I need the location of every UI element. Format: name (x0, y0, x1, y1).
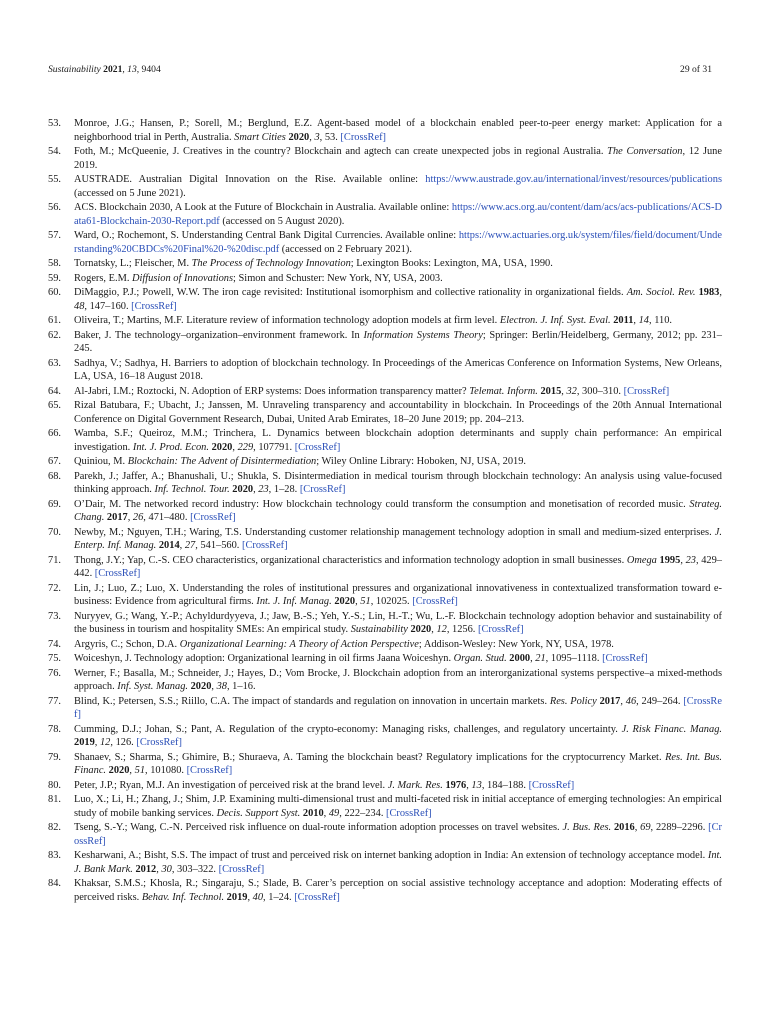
reference-text-part: Strateg. Chang. (74, 498, 722, 524)
reference-text (74, 386, 669, 397)
reference-text-part: , 429–442. (74, 554, 723, 580)
reference-text (74, 724, 722, 749)
reference-number: 74. (48, 638, 61, 650)
reference-text-part: 38 (216, 681, 227, 693)
reference-text (74, 315, 672, 326)
reference-number: 71. (48, 554, 61, 566)
reference-text-part: , (232, 441, 238, 453)
reference-text-part: Monroe, J.G.; Hansen, P.; Sorell, M.; Berglund, E.Z. Agent-based model of a blockchain enabled peer-to-peer energy market: Application for a neighborhood trial in Perth, Australia. (74, 118, 722, 143)
reference-text-part: , (634, 822, 641, 834)
reference-item (48, 399, 722, 426)
reference-link[interactable]: https://www.acs.org.au/content/dam/acs/acs-publications/ACS-Data61-Blockchain-2030-Report.pdf (74, 202, 722, 227)
reference-text-part: 40 (252, 891, 264, 903)
reference-number: 78. (48, 723, 61, 735)
reference-item (48, 849, 722, 876)
reference-text-part: Inf. Technol. Tour. (154, 484, 230, 496)
reference-text-part: 30 (161, 863, 172, 875)
reference-text-part: , (94, 737, 100, 749)
reference-text-part: , (530, 653, 536, 665)
reference-text-part: The Process of Technology Innovation (191, 258, 351, 270)
reference-item (48, 723, 722, 750)
reference-text-part: Tornatsky, L.; Fleischer, M. (74, 258, 192, 270)
reference-text-part: 2014 (158, 540, 180, 552)
reference-text-part: Telemat. Inform. (469, 385, 538, 397)
reference-text (74, 499, 722, 524)
reference-number: 66. (48, 428, 61, 440)
reference-text-part: Foth, M.; McQueenie, J. Creatives in the country? Blockchain and agtech can create unexpected jobs in regional Australia. (74, 146, 608, 158)
reference-text-part: , 1–28. (268, 484, 300, 496)
reference-item (48, 652, 722, 666)
reference-text (74, 258, 553, 269)
reference-text-part: 1995 (659, 554, 681, 566)
reference-text-part: , 12 June 2019. (74, 146, 722, 171)
reference-text-part: , 147–160. (84, 300, 132, 312)
reference-text-part: (accessed on 2 February 2021). (279, 243, 412, 255)
reference-text-part: 14 (638, 315, 649, 327)
reference-item (48, 427, 722, 454)
reference-text-part: Peter, J.P.; Ryan, M.J. An investigation of perceived risk at the brand level. (74, 779, 388, 791)
reference-number: 58. (48, 258, 61, 270)
reference-text-part: , (466, 779, 472, 791)
reference-number: 67. (48, 456, 61, 468)
reference-text-part: J. Risk Financ. Manag. (621, 723, 722, 735)
reference-text-part: 2020 (410, 624, 432, 636)
reference-item (48, 385, 722, 399)
reference-text-part: 27 (184, 540, 196, 552)
reference-text-part: J. Enterp. Inf. Manag. (74, 526, 722, 552)
reference-text-part: , 471–480. (143, 512, 191, 524)
reference-text-part: Argyris, C.; Schon, D.A. (74, 638, 180, 650)
reference-number: 80. (48, 779, 61, 791)
reference-text-part: , (309, 131, 315, 143)
reference-text-part: 2020 (190, 681, 212, 693)
reference-number: 69. (48, 498, 61, 510)
reference-text-part: Int. J. Bank Mark. (74, 850, 722, 875)
reference-text (74, 639, 614, 650)
reference-text-part: , 184–188. (481, 779, 529, 791)
reference-link[interactable]: [CrossRef] (94, 568, 141, 580)
reference-item (48, 357, 722, 384)
reference-text-part: Wamba, S.F.; Queiroz, M.M.; Trinchera, L. Dynamics between blockchain adoption determinants and supply chain performance: An empirical investigation. (74, 428, 722, 453)
reference-text-part: Rizal Batubara, F.; Ubacht, J.; Janssen, M. Unraveling transparency and accountability in blockchain. In Proceedings of the 20th Annual International Conference on Digital Government Research, Dubai, United Arab Emirates, 18–20 June 2019; pp. 204–213. (74, 400, 722, 425)
reference-text-part: Quiniou, M. (74, 456, 128, 468)
reference-text (74, 358, 722, 383)
reference-text-part: 2016 (613, 822, 635, 834)
page-number: 29 of 31 (680, 64, 712, 75)
reference-text-part: Khaksar, S.M.S.; Khosla, R.; Singaraju, S.; Slade, B. Carer’s perception on social assistive technology acceptance and adoption: Moderating effects of perceived risks. (74, 878, 722, 903)
reference-text-part: Information Systems Theory (363, 329, 483, 341)
reference-text-part: Res. Int. Bus. Financ. (74, 751, 723, 777)
reference-list (48, 117, 722, 905)
reference-text-part: , 1–16. (226, 681, 256, 693)
reference-text (74, 273, 443, 284)
reference-number: 76. (48, 667, 61, 679)
reference-link[interactable]: https://www.austrade.gov.au/international/invest/resources/publications (425, 174, 722, 186)
reference-link[interactable]: [CrossRef] (478, 624, 524, 636)
reference-text-part: 46 (625, 695, 637, 707)
reference-number: 62. (48, 329, 61, 341)
reference-text-part: 2015 (540, 385, 562, 397)
reference-number: 54. (48, 146, 61, 158)
reference-text (74, 583, 722, 608)
reference-link[interactable]: https://www.actuaries.org.uk/system/files/field/document/Understanding%20CBDCs%20Final%20-%20disc.pdf (74, 230, 722, 255)
reference-text-part: , (355, 596, 361, 608)
reference-text (74, 287, 722, 312)
reference-number: 82. (48, 822, 61, 834)
reference-text-part: , 2289–2296. (650, 822, 709, 834)
reference-link[interactable]: [CrossRef] (340, 131, 387, 143)
reference-text (74, 527, 722, 552)
reference-text (74, 118, 722, 143)
reference-text-part: , (247, 891, 253, 903)
reference-text-part: , (253, 484, 259, 496)
reference-text-part: 2011 (613, 315, 634, 327)
reference-text-part: Am. Sociol. Rev. (626, 287, 696, 299)
reference-number: 60. (48, 287, 61, 299)
reference-link[interactable]: [CrossRef] (242, 540, 288, 552)
reference-text (74, 428, 722, 453)
reference-item (48, 526, 722, 553)
reference-text-part: J. Mark. Res. (387, 779, 443, 791)
reference-text-part: Inf. Syst. Manag. (117, 681, 188, 693)
reference-item (48, 201, 722, 228)
reference-text-part: Int. J. Inf. Manag. (256, 596, 332, 608)
reference-text (74, 696, 722, 721)
reference-text-part: 2020 (334, 596, 356, 608)
reference-text-part: , 1256. (446, 624, 478, 636)
reference-text (74, 400, 722, 425)
reference-link[interactable]: [CrossRef] (74, 695, 722, 721)
reference-text-part: 21 (535, 653, 546, 665)
reference-text-part: 3 (314, 131, 320, 143)
reference-number: 77. (48, 695, 61, 707)
reference-text-part: , 102025. (370, 596, 413, 608)
reference-text-part: Oliveira, T.; Martins, M.F. Literature review of information technology adoption models at firm level. (74, 315, 500, 327)
reference-number: 59. (48, 272, 61, 284)
reference-number: 70. (48, 526, 61, 538)
reference-text (74, 653, 648, 664)
reference-text-part: , (431, 624, 437, 636)
reference-text-part: 32 (566, 385, 577, 397)
reference-text (74, 780, 574, 791)
reference-text-part: 2019 (74, 737, 95, 749)
reference-text-part: 2020 (288, 131, 310, 143)
reference-link[interactable]: [CrossRef] (74, 822, 722, 847)
reference-text-part: Werner, F.; Basalla, M.; Schneider, J.; Hayes, D.; Vom Brocke, J. Blockchain adoption from an interorganizational systems perspective–a mixed-methods approach. (74, 667, 722, 693)
reference-text-part: 23 (685, 554, 696, 566)
reference-text-part: Blockchain: The Advent of Disintermediation (127, 456, 317, 468)
reference-text-part: Luo, X.; Li, H.; Zhang, J.; Shim, J.P. Examining multi-dimensional trust and multi-faceted risk in initial acceptance of emerging technologies: An empirical study of mobile banking services. (74, 794, 722, 819)
reference-text-part: Tseng, S.-Y.; Wang, C.-N. Perceived risk influence on dual-route information adoption processes on travel websites. (74, 822, 563, 834)
reference-text (74, 850, 722, 875)
reference-text-part: ; Wiley Online Library: Hoboken, NJ, USA, 2019. (316, 456, 527, 468)
reference-item (48, 610, 722, 637)
reference-number: 84. (48, 878, 61, 890)
reference-text-part: 2010 (302, 807, 324, 819)
reference-text-part: , (620, 695, 626, 707)
reference-text-part: , 541–560. (195, 540, 242, 552)
reference-text (74, 174, 722, 199)
reference-number: 56. (48, 202, 61, 214)
reference-text-part: Cumming, D.J.; Johan, S.; Pant, A. Regulation of the crypto-economy: Managing risks, challenges, and regulatory uncertainty. (74, 723, 622, 735)
reference-text-part: 2012 (135, 863, 157, 875)
reference-number: 55. (48, 174, 61, 186)
reference-text-part: ; Lexington Books: Lexington, MA, USA, 1990. (350, 258, 553, 270)
journal-citation: Sustainability 2021, 13, 9404 (48, 64, 161, 75)
reference-link[interactable]: [CrossRef] (190, 512, 236, 524)
reference-text-part: Diffusion of Innovations (132, 272, 234, 284)
reference-text-part: , (633, 315, 639, 327)
reference-item (48, 821, 722, 848)
reference-text-part: , 110. (649, 315, 672, 327)
reference-item (48, 779, 722, 793)
reference-text-part: , 300–310. (576, 385, 624, 397)
journal-year: 2021 (103, 64, 123, 75)
reference-item (48, 498, 722, 525)
reference-text-part: 2000 (509, 653, 531, 665)
reference-item (48, 470, 722, 497)
reference-text (74, 555, 722, 580)
reference-text-part: 1983 (698, 287, 720, 299)
reference-text-part: ; Springer: Berlin/Heidelberg, Germany, 2012; pp. 231–245. (74, 329, 722, 355)
reference-link[interactable]: [CrossRef] (218, 863, 265, 875)
reference-text-part: Parekh, J.; Jaffer, A.; Bhanushali, U.; Shukla, S. Disintermediation in medical tourism through blockchain technology: An analysis using value-focused thinking approach. (74, 470, 722, 496)
reference-text-part: The Conversation (607, 146, 683, 158)
reference-text-part: 1976 (445, 779, 467, 791)
reference-text-part: Al-Jabri, I.M.; Roztocki, N. Adoption of ERP systems: Does information transparency matter? (74, 385, 470, 397)
reference-text-part: Omega (626, 554, 657, 566)
reference-text (74, 330, 722, 355)
reference-text-part: Baker, J. The technology–organization–environment framework. In (74, 329, 364, 341)
reference-item (48, 257, 722, 271)
running-header (48, 63, 712, 77)
reference-text-part: Kesharwani, A.; Bisht, S.S. The impact of trust and perceived risk on internet banking adoption in India: An extension of technology acceptance model. (74, 850, 708, 862)
reference-item (48, 638, 722, 652)
reference-link[interactable]: [CrossRef] (602, 653, 648, 665)
reference-text-part: Rogers, E.M. (74, 272, 133, 284)
reference-link[interactable]: [CrossRef] (386, 807, 432, 819)
reference-text-part: , (211, 681, 217, 693)
reference-text (74, 456, 526, 467)
reference-number: 81. (48, 794, 61, 806)
reference-item (48, 286, 722, 313)
reference-text-part: 23 (258, 484, 269, 496)
reference-text-part: Organizational Learning: A Theory of Action Perspective (179, 638, 419, 650)
reference-item (48, 314, 722, 328)
reference-number: 53. (48, 118, 61, 129)
reference-text (74, 146, 722, 171)
reference-text-part: 51 (360, 596, 371, 608)
reference-number: 79. (48, 751, 61, 763)
reference-text-part: 2019 (226, 891, 248, 903)
reference-text-part: Decis. Support Syst. (216, 807, 301, 819)
reference-text-part: , 53. (319, 131, 341, 143)
reference-link[interactable]: [CrossRef] (294, 441, 341, 453)
reference-item (48, 582, 722, 609)
reference-text-part: 12 (99, 737, 111, 749)
reference-number: 57. (48, 230, 61, 242)
reference-link[interactable]: [CrossRef] (412, 596, 458, 608)
reference-link[interactable]: [CrossRef] (131, 300, 177, 312)
reference-link[interactable]: [CrossRef] (528, 779, 575, 791)
reference-item (48, 145, 722, 172)
reference-text-part: , 222–234. (339, 807, 387, 819)
reference-text-part: 48 (74, 300, 85, 312)
reference-text-part: , 107791. (253, 441, 295, 453)
reference-text-part: Res. Policy (549, 695, 597, 707)
reference-text-part: , (179, 540, 185, 552)
reference-text-part: Sadhya, V.; Sadhya, H. Barriers to adoption of blockchain technology. In Proceedings of the Americas Conference on Information Systems, New Orleans, LA, USA, 16–18 August 2018. (74, 357, 722, 383)
reference-link[interactable]: [CrossRef] (186, 765, 233, 777)
reference-text-part: Nuryyev, G.; Wang, Y.-P.; Achyldurdyyeva, J.; Jaw, B.-S.; Yeh, Y.-S.; Lin, H.-T.; Wu, L.-F. Blockchain technology adoption behavior and sustainability of the business in tourism and hospitality SMEs: An empirical study. (74, 610, 722, 636)
reference-text-part: Sustainability (350, 624, 408, 636)
reference-link[interactable]: [CrossRef] (294, 891, 340, 903)
reference-text-part: 2017 (106, 512, 128, 524)
reference-item (48, 554, 722, 581)
reference-link[interactable]: [CrossRef] (623, 385, 670, 397)
reference-text (74, 822, 722, 847)
reference-text-part: 51 (134, 765, 146, 777)
reference-number: 65. (48, 400, 61, 411)
reference-text-part: , 1095–1118. (545, 653, 603, 665)
reference-text-part: 2020 (211, 441, 233, 453)
reference-text-part: , 1–24. (263, 891, 295, 903)
reference-text (74, 668, 722, 693)
reference-text-part: Behav. Inf. Technol. (141, 891, 225, 903)
reference-text-part: , (561, 385, 567, 397)
reference-text-part: Smart Cities (234, 131, 286, 143)
reference-number: 72. (48, 582, 61, 594)
reference-number: 63. (48, 357, 61, 369)
journal-volume: 13 (127, 64, 137, 75)
reference-text-part: , 303–322. (171, 863, 219, 875)
reference-text-part: 2017 (599, 695, 621, 707)
reference-text-part: J. Bus. Res. (562, 822, 612, 834)
reference-text-part: 69 (640, 822, 651, 834)
reference-text-part: , (719, 287, 722, 299)
reference-text-part: 229 (237, 441, 254, 453)
reference-text-part: (accessed on 5 August 2020). (219, 215, 345, 227)
reference-text-part: 13 (471, 779, 482, 791)
reference-text-part: 49 (328, 807, 340, 819)
journal-name: Sustainability (48, 64, 101, 75)
reference-text-part: 12 (436, 624, 447, 636)
reference-text-part: , 126. (110, 737, 137, 749)
reference-text-part: , (129, 765, 135, 777)
reference-text-part: Organ. Stud. (453, 653, 507, 665)
reference-text-part: 26 (132, 512, 144, 524)
article-number: 9404 (141, 64, 161, 75)
reference-number: 61. (48, 315, 61, 327)
reference-text-part: , (156, 863, 162, 875)
reference-number: 68. (48, 470, 61, 482)
reference-text-part: AUSTRADE. Australian Digital Innovation on the Rise. Available online: (74, 174, 426, 186)
reference-text-part: Newby, M.; Nguyen, T.H.; Waring, T.S. Understanding customer relationship management technology adoption in small and medium-sized enterprises. (74, 526, 715, 538)
reference-text (74, 878, 722, 903)
reference-item (48, 229, 722, 256)
reference-number: 64. (48, 385, 61, 397)
reference-text-part: Thong, J.Y.; Yap, C.-S. CEO characteristics, organizational characteristics and information technology adoption in small businesses. (74, 554, 627, 566)
reference-text-part: Woiceshyn, J. Technology adoption: Organizational learning in oil firms Jaana Woiceshyn. (74, 653, 454, 665)
reference-item (48, 751, 722, 778)
reference-item (48, 695, 722, 722)
reference-link[interactable]: [CrossRef] (299, 484, 346, 496)
reference-text-part: Blind, K.; Petersen, S.S.; Riillo, C.A. The impact of standards and regulation on innovation in uncertain markets. (74, 695, 550, 707)
reference-text-part: 2020 (232, 484, 254, 496)
reference-number: 75. (48, 653, 61, 665)
reference-text-part: , (323, 807, 329, 819)
reference-item (48, 793, 722, 820)
reference-text-part: ACS. Blockchain 2030, A Look at the Future of Blockchain in Australia. Available online: (74, 202, 452, 214)
reference-text (74, 794, 722, 819)
reference-text-part: , 249–264. (636, 695, 684, 707)
reference-text-part: Lin, J.; Luo, Z.; Luo, X. Understanding the roles of institutional pressures and organizational innovativeness in contextualized transformation toward e-business: Evidence from agricultural firms. (74, 582, 722, 608)
reference-item (48, 329, 722, 356)
reference-item (48, 173, 722, 200)
reference-text (74, 202, 722, 227)
reference-text-part: Ward, O.; Rochemont, S. Understanding Central Bank Digital Currencies. Available online: (74, 230, 459, 242)
reference-text-part: , 101080. (145, 765, 187, 777)
reference-text-part: (accessed on 5 June 2021). (74, 187, 186, 199)
reference-text (74, 752, 722, 777)
reference-number: 83. (48, 850, 61, 862)
reference-text-part: Electron. J. Inf. Syst. Eval. (499, 315, 611, 327)
reference-text-part: ; Addison-Wesley: New York, NY, USA, 1978. (418, 638, 614, 650)
reference-text (74, 230, 722, 255)
reference-item (48, 272, 722, 286)
reference-text-part: ; Simon and Schuster: New York, NY, USA, 2003. (233, 272, 443, 284)
reference-text (74, 611, 722, 636)
reference-number: 73. (48, 610, 61, 622)
reference-text-part: Shanaev, S.; Sharma, S.; Ghimire, B.; Shuraeva, A. Taming the blockchain beast? Regulatory implications for the cryptocurrency Market. (74, 751, 666, 763)
reference-item (48, 667, 722, 694)
reference-text (74, 471, 722, 496)
reference-text-part: , (127, 512, 133, 524)
reference-link[interactable]: [CrossRef] (136, 737, 182, 749)
reference-item (48, 877, 722, 904)
reference-item (48, 117, 722, 144)
reference-text-part: , (680, 554, 686, 566)
reference-text-part: DiMaggio, P.J.; Powell, W.W. The iron cage revisited: Institutional isomorphism and collective rationality in organizational fields. (74, 287, 627, 299)
reference-text-part: 2020 (108, 765, 130, 777)
reference-text-part: O’Dair, M. The networked record industry: How blockchain technology could transform the consumption and monetisation of recorded music. (74, 498, 690, 510)
reference-text-part: Int. J. Prod. Econ. (132, 441, 209, 453)
reference-item (48, 455, 722, 469)
